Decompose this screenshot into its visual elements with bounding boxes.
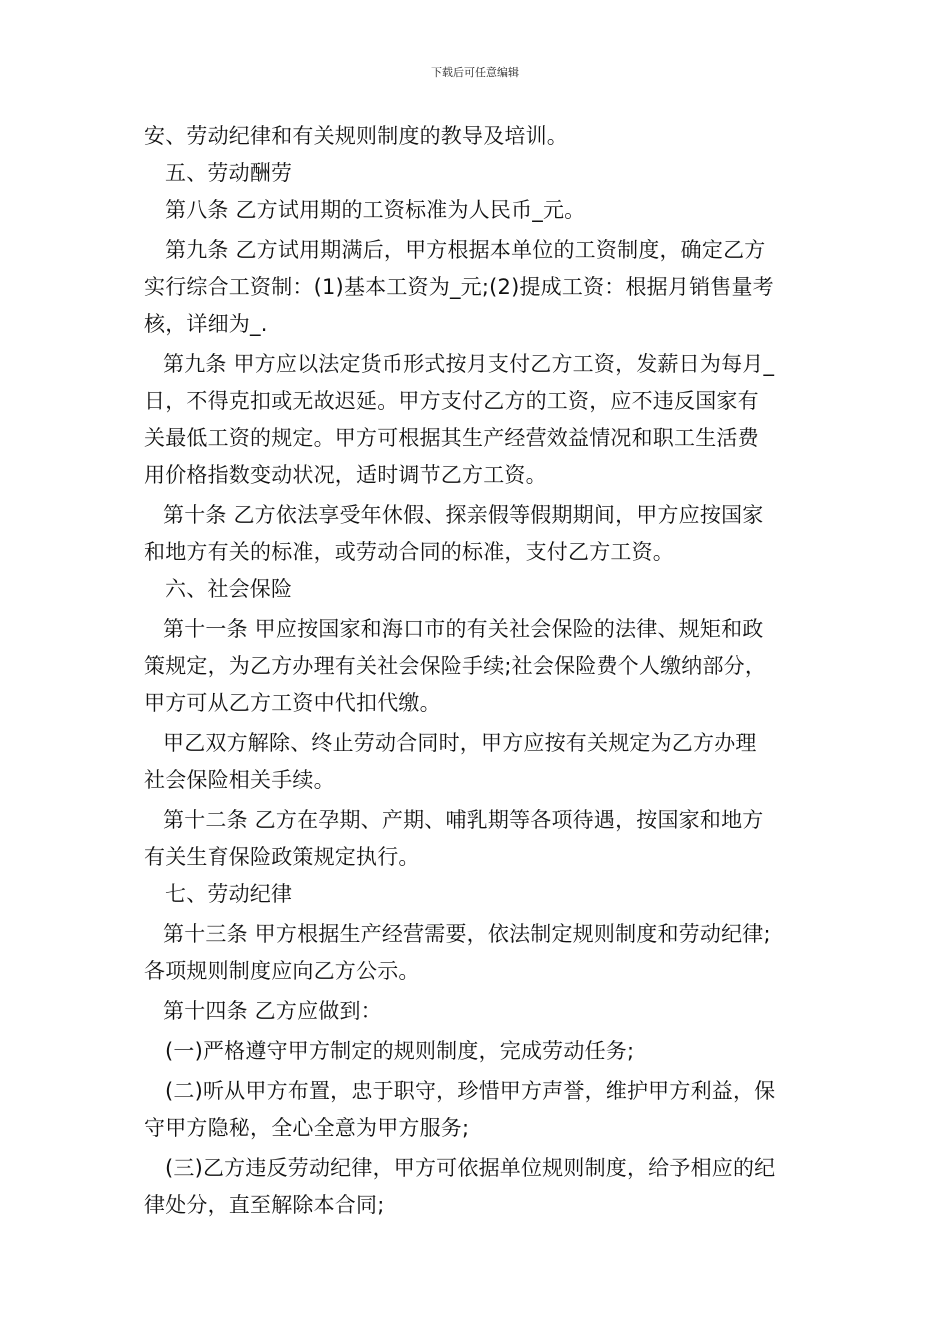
text-line: (二)听从甲方布置，忠于职守，珍惜甲方声誉，维护甲方利益，保 — [165, 1079, 776, 1103]
text-line: 守甲方隐秘，全心全意为甲方服务; — [144, 1116, 470, 1140]
text-line: 第八条 乙方试用期的工资标准为人民币_元。 — [165, 198, 586, 222]
text-line: 实行综合工资制：(1)基本工资为_元;(2)提成工资：根据月销售量考 — [144, 275, 774, 299]
text-line: 第十四条 乙方应做到： — [163, 999, 382, 1023]
text-line: 第十三条 甲方根据生产经营需要，依法制定规则制度和劳动纪律; — [163, 922, 771, 946]
text-line: 甲乙双方解除、终止劳动合同时，甲方应按有关规定为乙方办理 — [163, 731, 757, 755]
text-line: (三)乙方违反劳动纪律，甲方可依据单位规则制度，给予相应的纪 — [165, 1156, 776, 1180]
text-line: 第十二条 乙方在孕期、产期、哺乳期等各项待遇，按国家和地方 — [163, 808, 764, 832]
section-heading: 七、劳动纪律 — [165, 882, 293, 906]
text-line: 各项规则制度应向乙方公示。 — [144, 959, 420, 983]
text-line: 有关生育保险政策规定执行。 — [144, 845, 420, 869]
text-line: 核，详细为_. — [144, 312, 268, 336]
text-line: 社会保险相关手续。 — [144, 768, 335, 792]
text-line: 第九条 甲方应以法定货币形式按月支付乙方工资，发薪日为每月_ — [163, 352, 775, 376]
text-line: 策规定，为乙方办理有关社会保险手续;社会保险费个人缴纳部分， — [144, 654, 767, 678]
text-line: 用价格指数变动状况，适时调节乙方工资。 — [144, 463, 547, 487]
text-line: 和地方有关的标准，或劳动合同的标准，支付乙方工资。 — [144, 540, 674, 564]
text-line: 安、劳动纪律和有关规则制度的教导及培训。 — [144, 124, 568, 148]
text-line: 第十一条 甲应按国家和海口市的有关社会保险的法律、规矩和政 — [163, 617, 764, 641]
section-heading: 五、劳动酬劳 — [165, 161, 293, 185]
text-line: 第九条 乙方试用期满后，甲方根据本单位的工资制度，确定乙方 — [165, 238, 766, 262]
section-heading: 六、社会保险 — [165, 577, 293, 601]
text-line: 第十条 乙方依法享受年休假、探亲假等假期期间，甲方应按国家 — [163, 503, 764, 527]
page-header: 下载后可任意编辑 — [431, 66, 519, 79]
text-line: 律处分，直至解除本合同; — [144, 1193, 385, 1217]
text-line: (一)严格遵守甲方制定的规则制度，完成劳动任务; — [165, 1039, 635, 1063]
text-line: 日，不得克扣或无故迟延。甲方支付乙方的工资，应不违反国家有 — [144, 389, 759, 413]
text-line: 关最低工资的规定。甲方可根据其生产经营效益情况和职工生活费 — [144, 426, 759, 450]
document-body — [144, 118, 816, 1224]
text-line: 甲方可从乙方工资中代扣代缴。 — [144, 691, 441, 715]
